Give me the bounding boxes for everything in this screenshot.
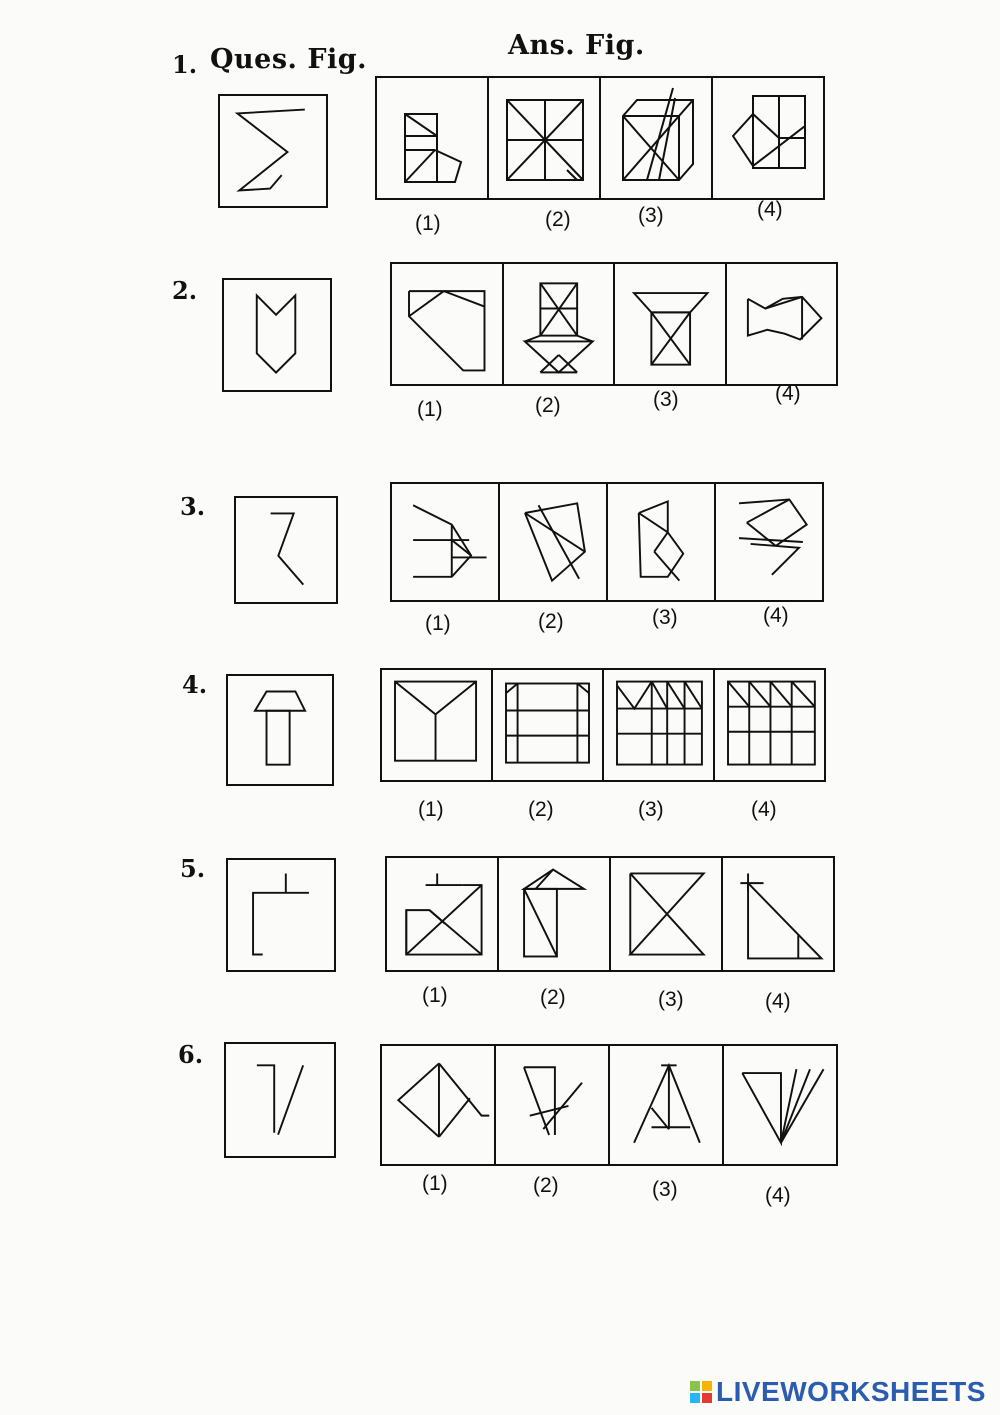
arrow-chevron-figure (224, 280, 330, 390)
option-label-6-2: (2) (533, 1174, 559, 1197)
answer-row-4 (380, 668, 826, 782)
question-number-1: 1. (172, 50, 198, 79)
option-label-3-1: (1) (425, 612, 451, 635)
brand-text: LIVEWORKSHEETS (716, 1376, 986, 1407)
answer-row-3 (390, 482, 824, 602)
answer-option-4-3[interactable] (604, 670, 715, 780)
option-label-4-4: (4) (751, 798, 777, 821)
option-label-5-3: (3) (658, 988, 684, 1011)
answer-option-1-3[interactable] (601, 78, 713, 198)
answer-option-4-4[interactable] (715, 670, 824, 780)
answer-option-2-4[interactable] (727, 264, 837, 384)
answer-option-5-2[interactable] (499, 858, 611, 970)
option-label-6-4: (4) (765, 1184, 791, 1207)
option-label-3-2: (2) (538, 610, 564, 633)
option-label-3-4: (4) (763, 604, 789, 627)
option-label-1-2: (2) (545, 208, 571, 231)
question-figure-heading: Ques. Fig. (210, 44, 368, 75)
option-label-5-4: (4) (765, 990, 791, 1013)
question-figure-1 (218, 94, 328, 208)
answer-option-5-4[interactable] (723, 858, 833, 970)
answer-option-6-3[interactable] (610, 1046, 724, 1164)
liveworksheets-brand[interactable] (690, 1376, 986, 1408)
answer-option-3-4[interactable] (716, 484, 822, 600)
answer-row-2 (390, 262, 838, 386)
t-shape-figure (228, 676, 332, 784)
option-label-1-3: (3) (638, 204, 664, 227)
option-label-2-1: (1) (417, 398, 443, 421)
option-label-3-3: (3) (652, 606, 678, 629)
answer-option-1-4[interactable] (713, 78, 823, 198)
answer-row-5 (385, 856, 835, 972)
question-figure-6 (224, 1042, 336, 1158)
question-number-3: 3. (180, 492, 206, 521)
question-number-5: 5. (180, 854, 206, 883)
answer-option-1-1[interactable] (377, 78, 489, 198)
question-figure-4 (226, 674, 334, 786)
option-label-6-1: (1) (422, 1172, 448, 1195)
question-figure-2 (222, 278, 332, 392)
option-label-1-1: (1) (415, 212, 441, 235)
option-label-4-1: (1) (418, 798, 444, 821)
answer-row-6 (380, 1044, 838, 1166)
sigma-figure (220, 96, 326, 206)
option-label-4-2: (2) (528, 798, 554, 821)
answer-option-6-1[interactable] (382, 1046, 496, 1164)
question-number-6: 6. (178, 1040, 204, 1069)
answer-option-5-3[interactable] (611, 858, 723, 970)
option-label-1-4: (4) (757, 198, 783, 221)
answer-row-1 (375, 76, 825, 200)
answer-figure-heading: Ans. Fig. (508, 30, 645, 61)
answer-option-4-1[interactable] (382, 670, 493, 780)
bracket-shape-figure (228, 860, 334, 970)
option-label-4-3: (3) (638, 798, 664, 821)
liveworksheets-logo-icon (690, 1381, 712, 1403)
answer-option-6-2[interactable] (496, 1046, 610, 1164)
question-number-4: 4. (182, 670, 208, 699)
option-label-6-3: (3) (652, 1178, 678, 1201)
zigzag-line-figure (236, 498, 336, 602)
answer-option-6-4[interactable] (724, 1046, 836, 1164)
option-label-5-1: (1) (422, 984, 448, 1007)
answer-option-3-3[interactable] (608, 484, 716, 600)
option-label-2-2: (2) (535, 394, 561, 417)
question-figure-5 (226, 858, 336, 972)
answer-option-2-1[interactable] (392, 264, 504, 384)
answer-option-3-1[interactable] (392, 484, 500, 600)
answer-option-1-2[interactable] (489, 78, 601, 198)
option-label-2-3: (3) (653, 388, 679, 411)
answer-option-2-2[interactable] (504, 264, 616, 384)
answer-option-5-1[interactable] (387, 858, 499, 970)
option-label-5-2: (2) (540, 986, 566, 1009)
question-number-2: 2. (172, 276, 198, 305)
answer-option-3-2[interactable] (500, 484, 608, 600)
answer-option-4-2[interactable] (493, 670, 604, 780)
question-figure-3 (234, 496, 338, 604)
answer-option-2-3[interactable] (615, 264, 727, 384)
option-label-2-4: (4) (775, 382, 801, 405)
seven-shape-figure (226, 1044, 334, 1156)
